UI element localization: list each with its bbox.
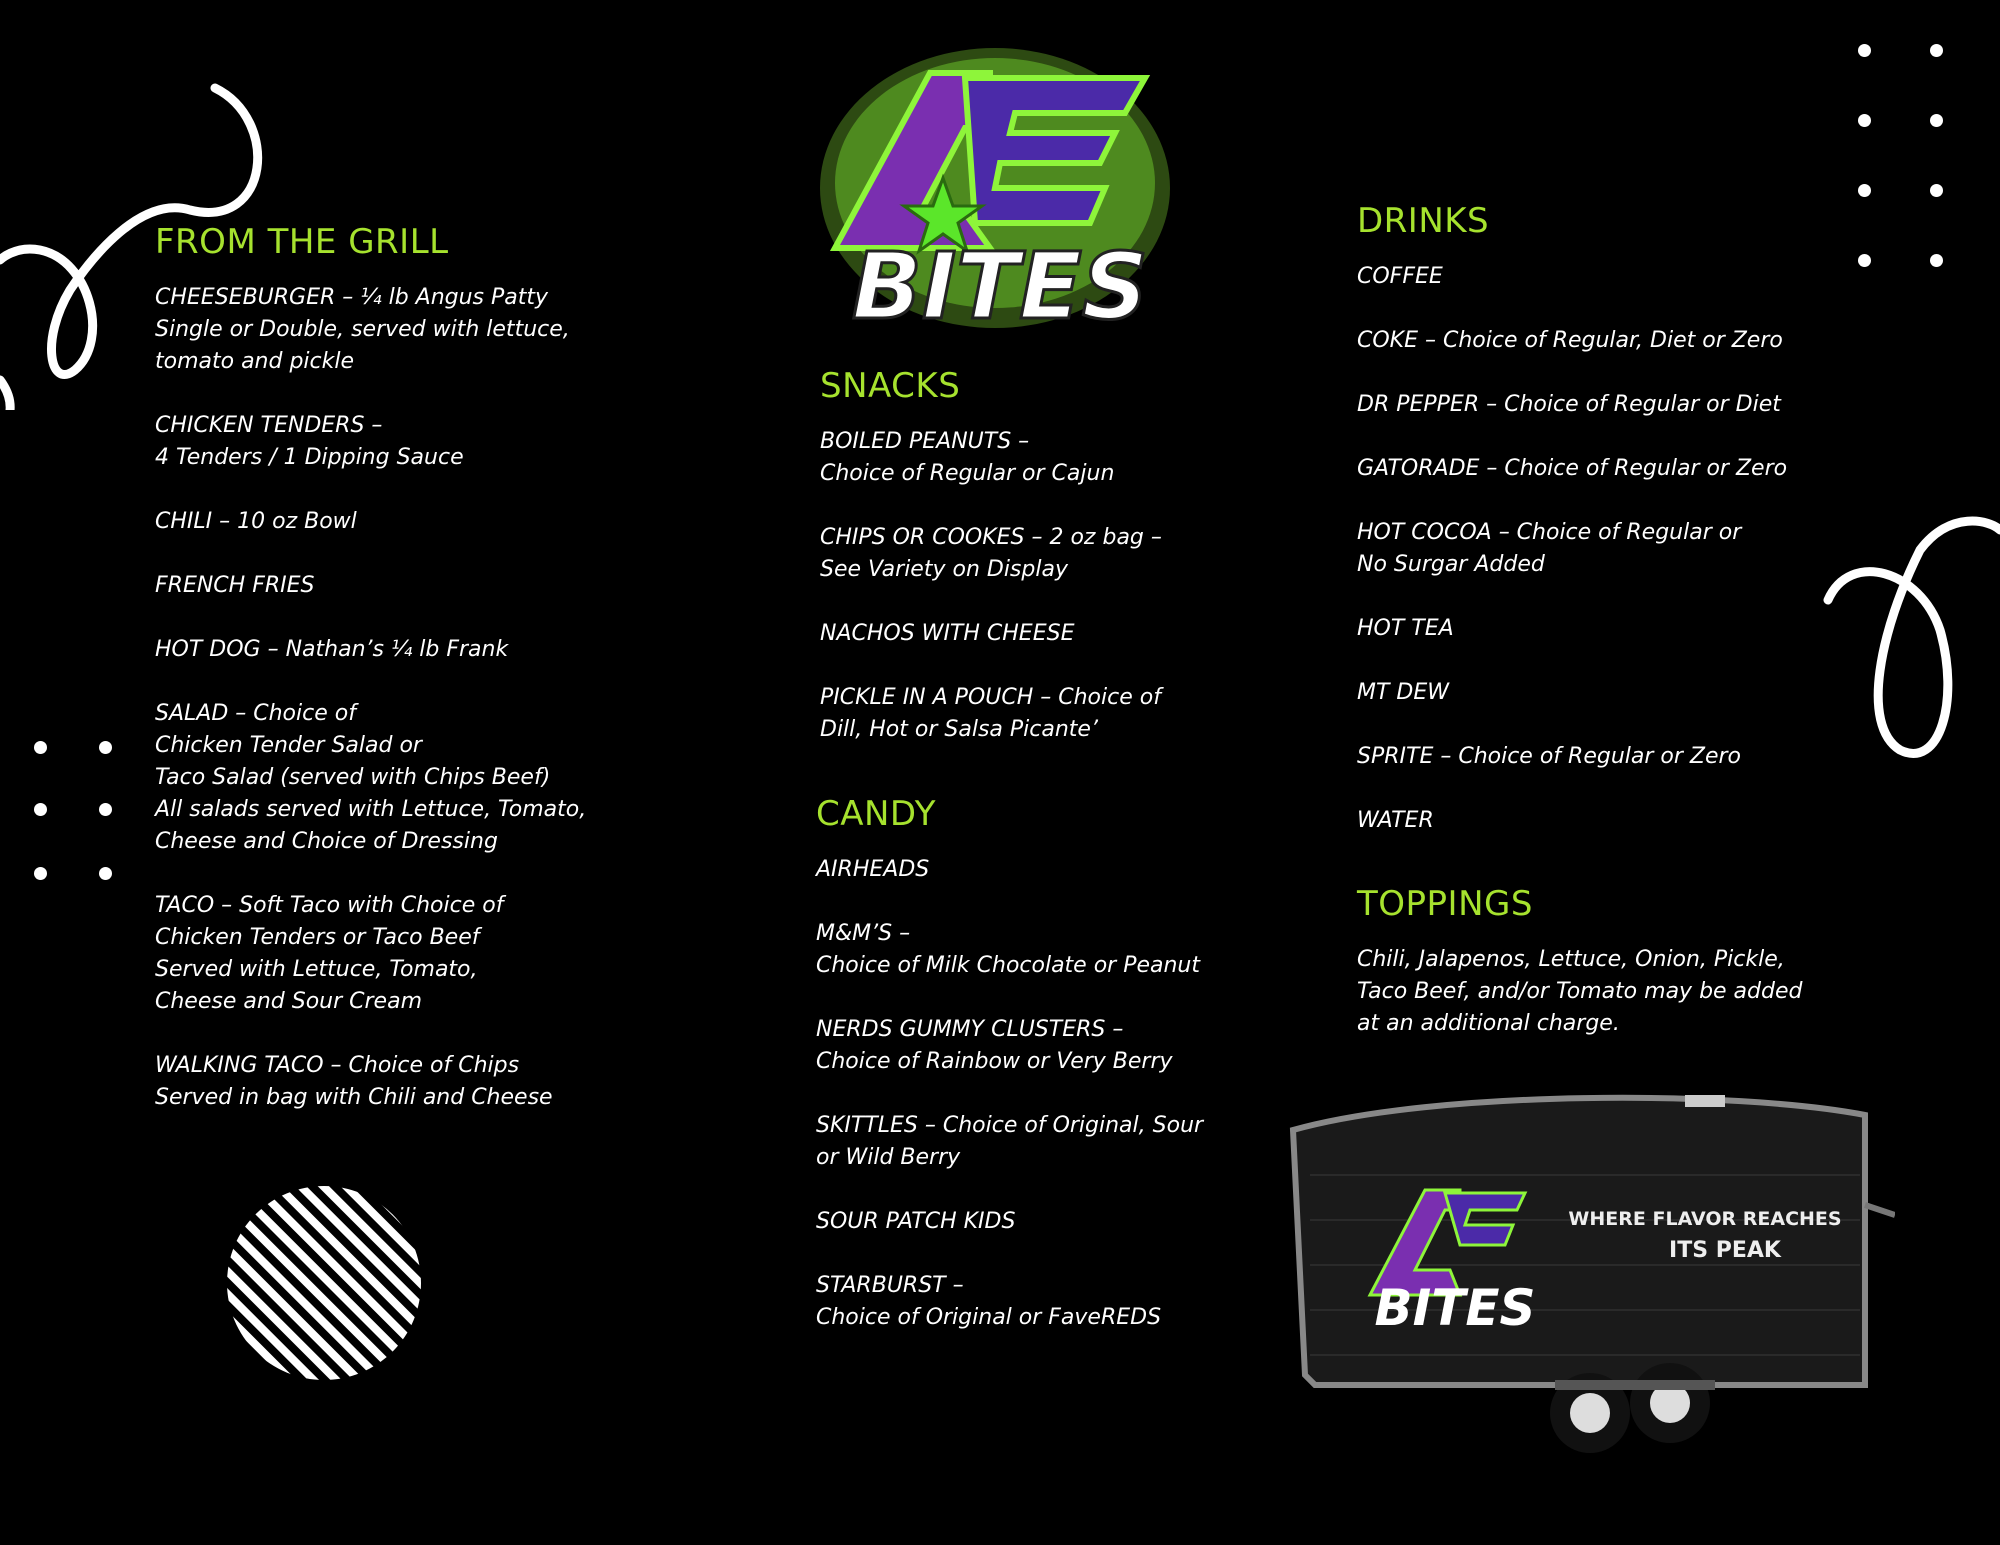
drinks-heading: DRINKS	[1357, 201, 1490, 241]
grill-heading: FROM THE GRILL	[155, 222, 449, 262]
menu-item: DR PEPPER – Choice of Regular or Diet	[1357, 392, 1781, 417]
logo-text: BITES	[851, 233, 1149, 338]
candy-heading: CANDY	[816, 794, 937, 834]
menu-item: HOT TEA	[1357, 616, 1454, 641]
menu-item: SPRITE – Choice of Regular or Zero	[1357, 744, 1742, 769]
menu-item: HOT COCOA – Choice of Regular or No Surgar Added	[1357, 520, 1742, 577]
trailer-slogan-line2: ITS PEAK	[1669, 1238, 1781, 1263]
snacks-heading: SNACKS	[820, 366, 961, 406]
menu-item: NERDS GUMMY CLUSTERS – Choice of Rainbow or Very Berry	[816, 1017, 1173, 1074]
grill-section	[155, 222, 615, 1146]
drinks-section	[1357, 201, 1817, 869]
toppings-section	[1357, 884, 1817, 1040]
brand-logo	[815, 38, 1175, 338]
menu-item: CHICKEN TENDERS – 4 Tenders / 1 Dipping Sauce	[155, 413, 464, 470]
menu-item: COKE – Choice of Regular, Diet or Zero	[1357, 328, 1783, 353]
snacks-section	[820, 366, 1220, 778]
menu-item: CHIPS OR COOKES – 2 oz bag – See Variety on Display	[820, 525, 1162, 582]
menu-item: GATORADE – Choice of Regular or Zero	[1357, 456, 1788, 481]
menu-item: TACO – Soft Taco with Choice of Chicken Tenders or Taco Beef Served with Lettuce, Tomato, Cheese and Sour Cream	[155, 893, 504, 1014]
menu-item: STARBURST – Choice of Original or FaveREDS	[816, 1273, 1162, 1330]
trailer-slogan-line1: WHERE FLAVOR REACHES	[1568, 1208, 1842, 1230]
menu-item: FRENCH FRIES	[155, 573, 315, 598]
food-trailer-photo	[1285, 1085, 1895, 1470]
trailer-logo-text: BITES	[1374, 1279, 1536, 1337]
candy-section	[816, 794, 1236, 1366]
menu-item: CHEESEBURGER – ¼ lb Angus Patty Single or Double, served with lettuce, tomato and pickle	[155, 285, 570, 374]
toppings-text: Chili, Jalapenos, Lettuce, Onion, Pickle, Taco Beef, and/or Tomato may be added at an additional charge.	[1357, 947, 1803, 1036]
menu-item: SKITTLES – Choice of Original, Sour or Wild Berry	[816, 1113, 1204, 1170]
menu-item: SALAD – Choice of Chicken Tender Salad or Taco Salad (served with Chips Beef) All salads served with Lettuce, Tomato, Cheese and Choice of Dressing	[155, 701, 587, 854]
menu-item: SOUR PATCH KIDS	[816, 1209, 1016, 1234]
menu-item: NACHOS WITH CHEESE	[820, 621, 1075, 646]
menu-item: HOT DOG – Nathan’s ¼ lb Frank	[155, 637, 509, 662]
menu-item: AIRHEADS	[816, 857, 930, 882]
menu-item: WALKING TACO – Choice of Chips Served in bag with Chili and Cheese	[155, 1053, 553, 1110]
menu-item: WATER	[1357, 808, 1434, 833]
menu-item: BOILED PEANUTS – Choice of Regular or Cajun	[820, 429, 1115, 486]
menu-item: PICKLE IN A POUCH – Choice of Dill, Hot or Salsa Picante’	[820, 685, 1161, 742]
menu-item: M&M’S – Choice of Milk Chocolate or Peanut	[816, 921, 1201, 978]
striped-circle-decoration	[224, 1183, 424, 1383]
menu-item: CHILI – 10 oz Bowl	[155, 509, 357, 534]
menu-item: MT DEW	[1357, 680, 1450, 705]
toppings-heading: TOPPINGS	[1357, 884, 1533, 924]
squiggle-decoration-right	[1820, 510, 2000, 770]
menu-item: COFFEE	[1357, 264, 1443, 289]
